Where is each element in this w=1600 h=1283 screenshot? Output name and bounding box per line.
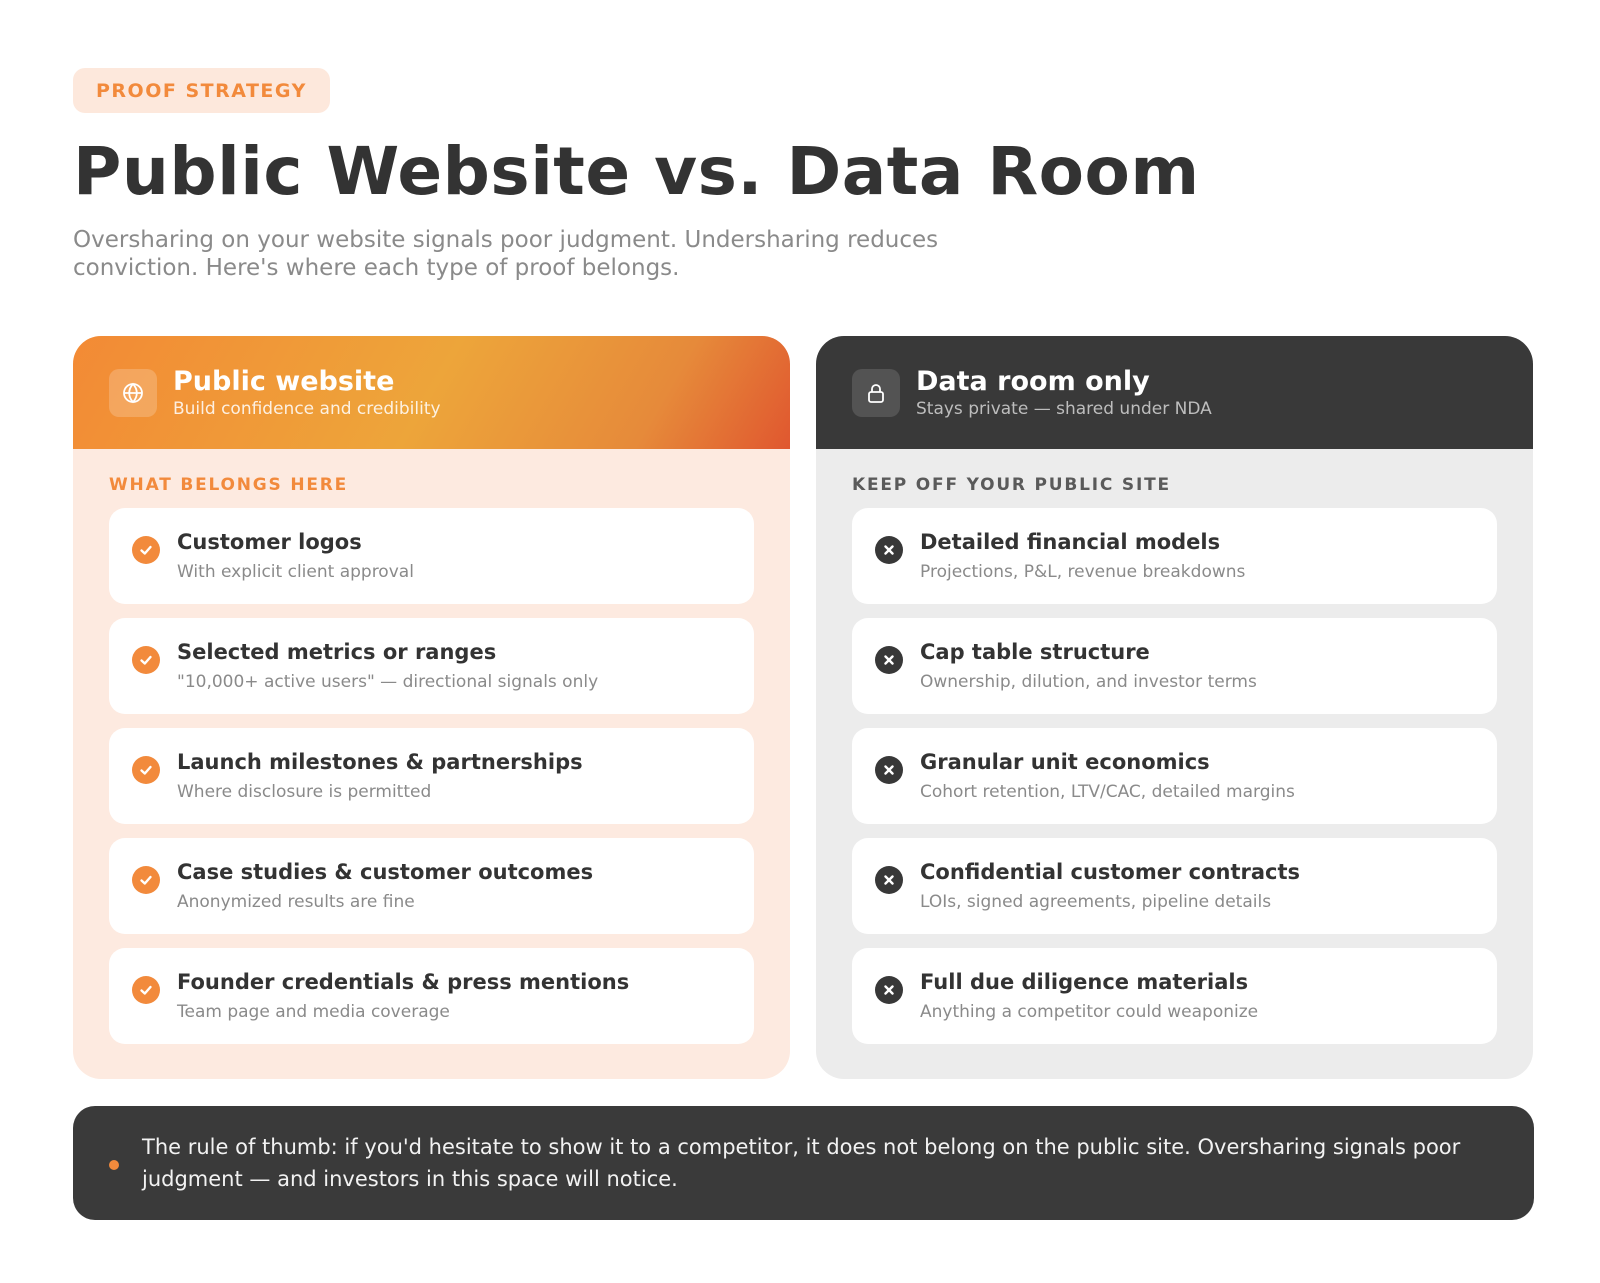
item-title: Case studies & customer outcomes <box>177 860 594 884</box>
x-icon <box>875 646 903 674</box>
bullet-dot-icon <box>109 1160 119 1170</box>
list-item <box>109 838 754 934</box>
item-title: Detailed financial models <box>920 530 1221 554</box>
page-subtitle: Oversharing on your website signals poor judgment. Undersharing reduces conviction. Here's where each type of proof belongs. <box>73 227 939 281</box>
x-icon <box>875 976 903 1004</box>
rule-of-thumb-callout <box>73 1106 1534 1220</box>
list-item <box>852 838 1497 934</box>
eyebrow-badge: PROOF STRATEGY <box>73 68 330 113</box>
item-title: Founder credentials & press mentions <box>177 970 630 994</box>
list-item <box>852 618 1497 714</box>
data-room-panel <box>816 336 1533 1079</box>
public-panel-subtitle: Build confidence and credibility <box>173 398 441 419</box>
data-room-panel-title: Data room only <box>916 365 1150 397</box>
item-subtitle: With explicit client approval <box>177 562 414 582</box>
data-room-items-list <box>852 508 1497 1044</box>
x-icon <box>875 756 903 784</box>
check-icon <box>132 976 160 1004</box>
public-panel-title: Public website <box>173 365 395 397</box>
page-title: Public Website vs. Data Room <box>73 133 1200 210</box>
list-item <box>852 508 1497 604</box>
check-icon <box>132 646 160 674</box>
list-item <box>109 618 754 714</box>
list-item <box>852 948 1497 1044</box>
check-icon <box>132 536 160 564</box>
x-icon <box>875 536 903 564</box>
public-section-label: WHAT BELONGS HERE <box>109 475 349 495</box>
public-website-panel <box>73 336 790 1079</box>
data-room-section-label: KEEP OFF YOUR PUBLIC SITE <box>852 475 1171 495</box>
item-subtitle: LOIs, signed agreements, pipeline details <box>920 892 1272 912</box>
public-items-list <box>109 508 754 1044</box>
item-subtitle: Anonymized results are fine <box>177 892 415 912</box>
item-subtitle: Anything a competitor could weaponize <box>920 1002 1259 1022</box>
item-subtitle: Where disclosure is permitted <box>177 782 432 802</box>
data-room-panel-subtitle: Stays private — shared under NDA <box>916 398 1212 419</box>
item-title: Selected metrics or ranges <box>177 640 497 664</box>
check-icon <box>132 756 160 784</box>
item-title: Customer logos <box>177 530 362 554</box>
item-subtitle: Projections, P&L, revenue breakdowns <box>920 562 1246 582</box>
item-title: Cap table structure <box>920 640 1150 664</box>
check-icon <box>132 866 160 894</box>
globe-icon <box>109 369 157 417</box>
item-title: Granular unit economics <box>920 750 1210 774</box>
item-title: Full due diligence materials <box>920 970 1249 994</box>
list-item <box>109 508 754 604</box>
list-item <box>109 728 754 824</box>
item-subtitle: Cohort retention, LTV/CAC, detailed margins <box>920 782 1295 802</box>
list-item <box>852 728 1497 824</box>
item-title: Launch milestones & partnerships <box>177 750 583 774</box>
item-subtitle: Team page and media coverage <box>177 1002 450 1022</box>
data-room-panel-header <box>816 336 1533 449</box>
item-subtitle: Ownership, dilution, and investor terms <box>920 672 1257 692</box>
item-subtitle: "10,000+ active users" — directional signals only <box>177 672 599 692</box>
public-panel-header <box>73 336 790 449</box>
list-item <box>109 948 754 1044</box>
rule-of-thumb-text: The rule of thumb: if you'd hesitate to show it to a competitor, it does not belong on the public site. Oversharing signals poor judgment — and investors in this space will notice. <box>142 1135 1461 1191</box>
lock-icon <box>852 369 900 417</box>
x-icon <box>875 866 903 894</box>
item-title: Confidential customer contracts <box>920 860 1301 884</box>
